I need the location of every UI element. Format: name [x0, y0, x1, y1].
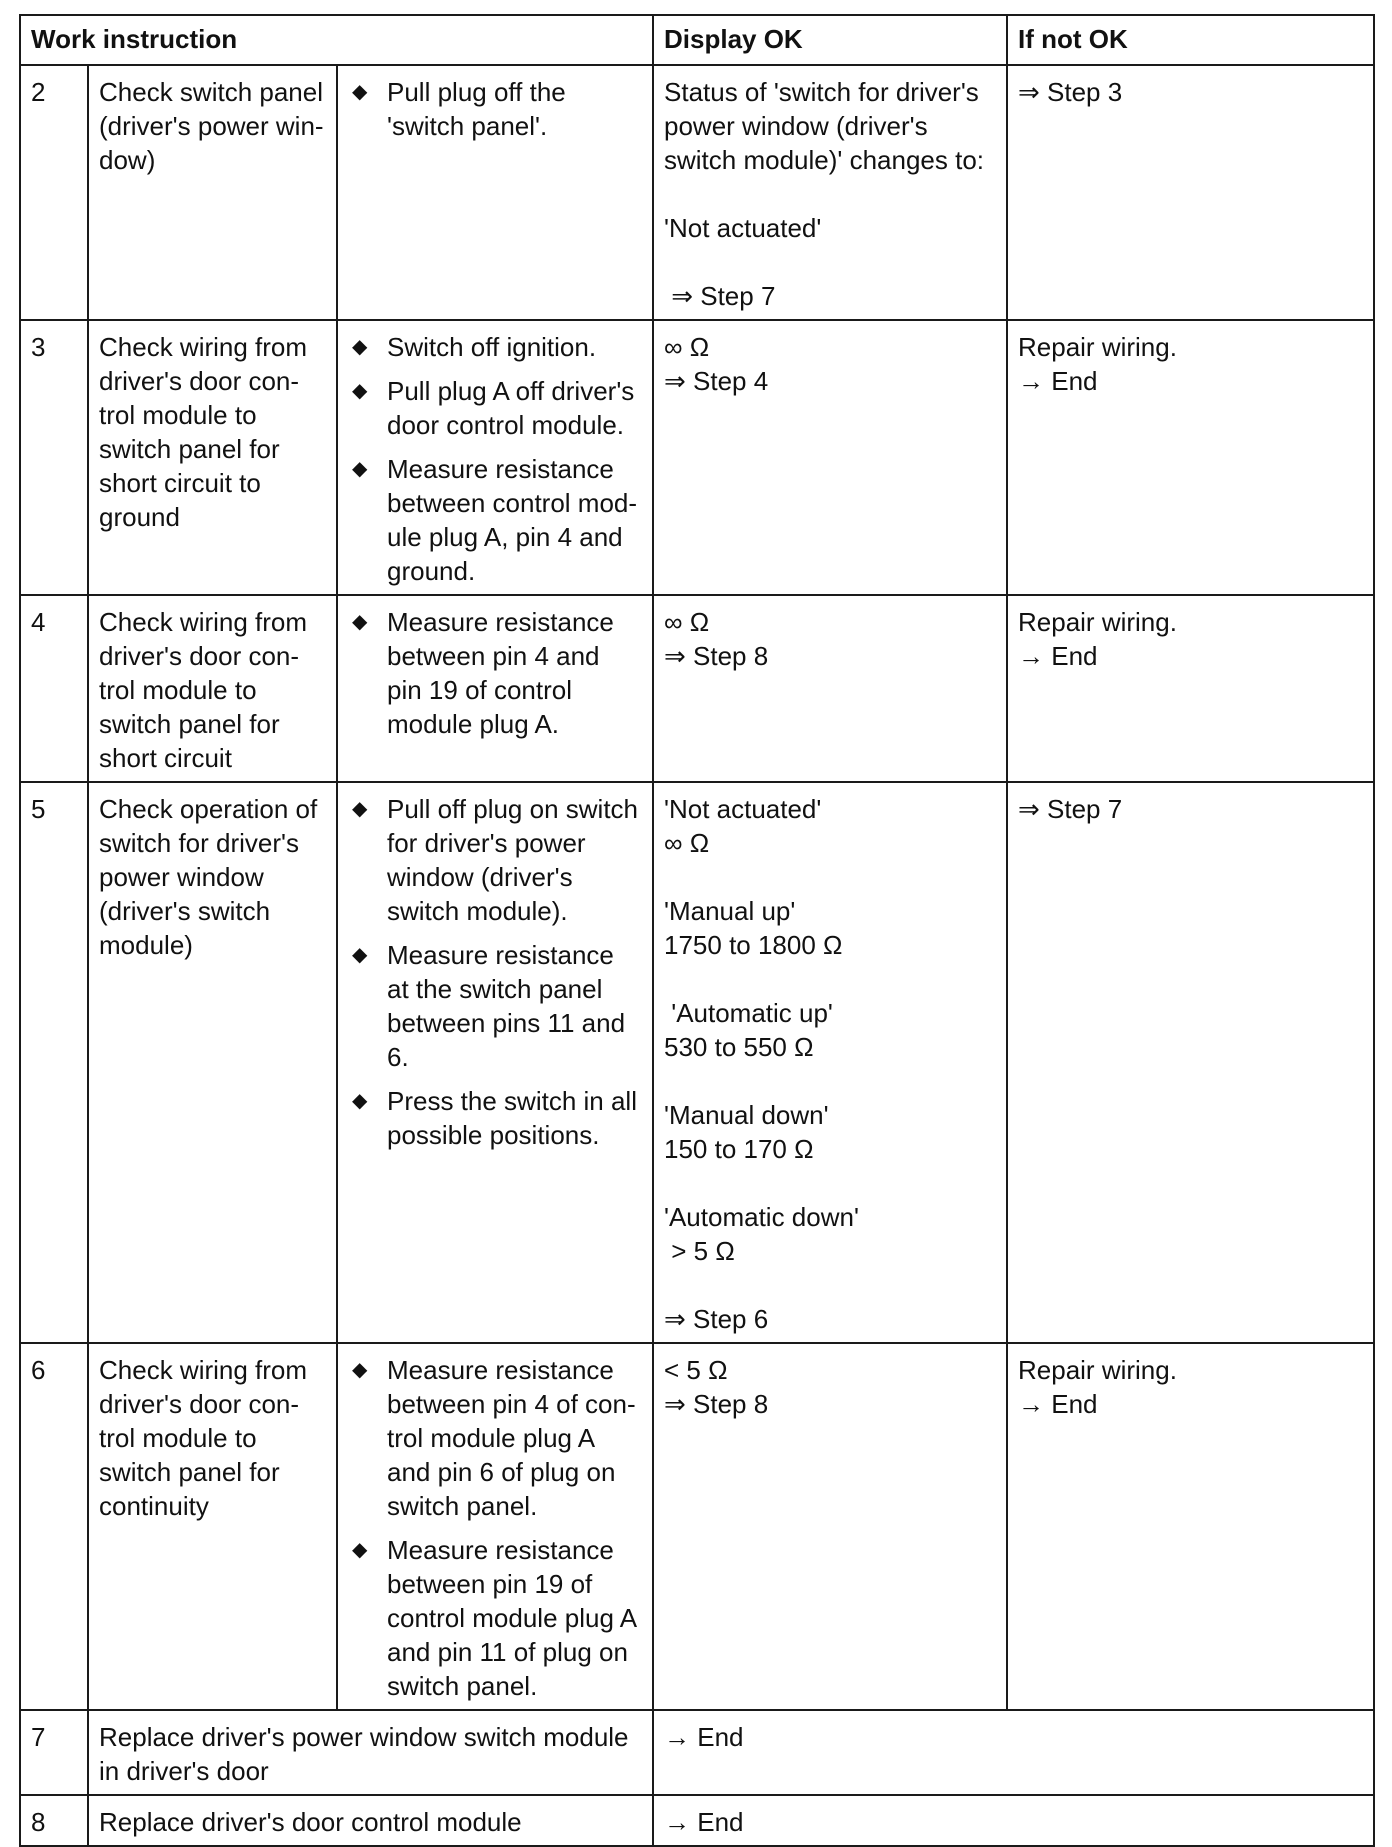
- instruction-text-line: and pin 11 of plug on: [387, 1637, 628, 1667]
- instruction-text-line: between pins 11 and: [387, 1008, 626, 1038]
- display-ok-line: 'Not actuated': [664, 794, 822, 824]
- final-instruction-line: Replace driver's power window switch module: [99, 1722, 629, 1752]
- instruction-text-line: ule plug A, pin 4 and: [387, 522, 623, 552]
- if-not-ok-line: → End: [1018, 1389, 1098, 1419]
- check-text-line: Check switch panel: [99, 77, 323, 107]
- diamond-bullet-icon: ◆: [352, 1539, 368, 1561]
- if-not-ok-line: Repair wiring.: [1018, 1355, 1177, 1385]
- instruction-text-line: at the switch panel: [387, 974, 603, 1004]
- instruction-item: [348, 605, 642, 741]
- instruction-text-line: ground.: [387, 556, 476, 586]
- instruction-text-line: between pin 4 of con-: [387, 1389, 636, 1419]
- diamond-bullet-icon: ◆: [352, 611, 368, 633]
- instruction-text-line: 'switch panel'.: [387, 111, 548, 141]
- instruction-text-line: Measure resistance: [387, 454, 614, 484]
- instruction-text-line: between control mod-: [387, 488, 638, 518]
- instruction-text-line: Measure resistance: [387, 607, 614, 637]
- instruction-text-line: window (driver's: [387, 862, 573, 892]
- instruction-list: [348, 330, 642, 588]
- if-not-ok-line: → End: [1018, 366, 1098, 396]
- check-text-line: short circuit: [99, 743, 232, 773]
- check-text-line: switch panel for: [99, 434, 280, 464]
- display-ok-cell: [653, 1343, 1007, 1710]
- header-work-instruction: Work instruction: [20, 15, 653, 65]
- table-row: [20, 65, 1374, 320]
- work-instruction-table: [19, 14, 1375, 1847]
- display-ok-line: > 5 Ω: [664, 1236, 735, 1266]
- diamond-bullet-icon: ◆: [352, 380, 368, 402]
- instruction-text-line: Measure resistance: [387, 1535, 614, 1565]
- instruction-text-line: trol module plug A: [387, 1423, 596, 1453]
- display-ok-line: switch module)' changes to:: [664, 145, 985, 175]
- instruction-text-line: for driver's power: [387, 828, 586, 858]
- check-text-line: continuity: [99, 1491, 209, 1521]
- final-instruction: [88, 1710, 653, 1795]
- instruction-list: [348, 75, 642, 143]
- instruction-item: [348, 792, 642, 928]
- step-number: 7: [20, 1710, 88, 1795]
- header-if-not-ok: If not OK: [1007, 15, 1374, 65]
- check-text-line: module): [99, 930, 193, 960]
- instruction-text-line: switch panel.: [387, 1671, 538, 1701]
- check-text-line: trol module to: [99, 400, 257, 430]
- if-not-ok-cell: [1007, 320, 1374, 595]
- instruction-text-line: control module plug A: [387, 1603, 638, 1633]
- display-ok-line: power window (driver's: [664, 111, 928, 141]
- final-result: → End: [653, 1795, 1374, 1846]
- check-text-line: driver's door con-: [99, 641, 300, 671]
- display-ok-line: 'Manual down': [664, 1100, 829, 1130]
- display-ok-line: 150 to 170 Ω: [664, 1134, 814, 1164]
- instruction-text-line: and pin 6 of plug on: [387, 1457, 616, 1487]
- diamond-bullet-icon: ◆: [352, 458, 368, 480]
- instruction-text-line: between pin 19 of: [387, 1569, 593, 1599]
- check-text-line: switch panel for: [99, 709, 280, 739]
- if-not-ok-line: Repair wiring.: [1018, 332, 1177, 362]
- check-text-line: ground: [99, 502, 180, 532]
- display-ok-line: ∞ Ω: [664, 607, 710, 637]
- instruction-text-line: Press the switch in all: [387, 1086, 637, 1116]
- diamond-bullet-icon: ◆: [352, 1359, 368, 1381]
- if-not-ok-line: ⇒ Step 3: [1018, 77, 1123, 107]
- instructions-cell: [337, 320, 653, 595]
- table-row: [20, 1795, 1374, 1846]
- display-ok-line: 530 to 550 Ω: [664, 1032, 814, 1062]
- check-text-line: trol module to: [99, 675, 257, 705]
- check-text-line: (driver's switch: [99, 896, 271, 926]
- instruction-text-line: 6.: [387, 1042, 409, 1072]
- step-number: 5: [20, 782, 88, 1343]
- table-row: [20, 782, 1374, 1343]
- instruction-list: [348, 1353, 642, 1703]
- instruction-list: [348, 605, 642, 741]
- check-text-line: short circuit to: [99, 468, 261, 498]
- display-ok-line: 'Automatic down': [664, 1202, 859, 1232]
- check-text-line: Check operation of: [99, 794, 318, 824]
- instructions-cell: [337, 595, 653, 782]
- instruction-item: [348, 1353, 642, 1523]
- instruction-text-line: door control module.: [387, 410, 625, 440]
- diamond-bullet-icon: ◆: [352, 1090, 368, 1112]
- table-row: [20, 1710, 1374, 1795]
- instruction-text-line: possible positions.: [387, 1120, 600, 1150]
- step-number: 8: [20, 1795, 88, 1846]
- display-ok-cell: [653, 782, 1007, 1343]
- if-not-ok-line: Repair wiring.: [1018, 607, 1177, 637]
- display-ok-line: ∞ Ω: [664, 828, 710, 858]
- check-text-line: driver's door con-: [99, 1389, 300, 1419]
- step-number: 2: [20, 65, 88, 320]
- display-ok-line: ⇒ Step 7: [664, 281, 776, 311]
- step-number: 6: [20, 1343, 88, 1710]
- if-not-ok-line: ⇒ Step 7: [1018, 794, 1123, 824]
- check-text-line: trol module to: [99, 1423, 257, 1453]
- if-not-ok-cell: [1007, 1343, 1374, 1710]
- table-row: [20, 595, 1374, 782]
- display-ok-line: ⇒ Step 4: [664, 366, 769, 396]
- display-ok-cell: [653, 65, 1007, 320]
- check-text-line: switch panel for: [99, 1457, 280, 1487]
- step-number: 3: [20, 320, 88, 595]
- display-ok-line: ∞ Ω: [664, 332, 710, 362]
- check-description: [88, 1343, 337, 1710]
- instruction-text-line: pin 19 of control: [387, 675, 573, 705]
- check-text-line: dow): [99, 145, 156, 175]
- instructions-cell: [337, 1343, 653, 1710]
- display-ok-line: ⇒ Step 8: [664, 641, 769, 671]
- check-text-line: Check wiring from: [99, 607, 308, 637]
- header-display-ok: Display OK: [653, 15, 1007, 65]
- check-description: [88, 65, 337, 320]
- final-result: → End: [653, 1710, 1374, 1795]
- display-ok-cell: [653, 320, 1007, 595]
- table-row: [20, 320, 1374, 595]
- display-ok-line: < 5 Ω: [664, 1355, 728, 1385]
- instruction-text-line: between pin 4 and: [387, 641, 600, 671]
- check-text-line: Check wiring from: [99, 1355, 308, 1385]
- instruction-text-line: switch panel.: [387, 1491, 538, 1521]
- check-description: [88, 782, 337, 1343]
- check-text-line: (driver's power win-: [99, 111, 324, 141]
- instruction-text-line: module plug A.: [387, 709, 560, 739]
- table-header-row: [20, 15, 1374, 65]
- diamond-bullet-icon: ◆: [352, 336, 368, 358]
- check-text-line: switch for driver's: [99, 828, 300, 858]
- final-instruction-line: Replace driver's door control module: [99, 1807, 522, 1837]
- instruction-item: [348, 938, 642, 1074]
- instruction-text-line: Switch off ignition.: [387, 332, 597, 362]
- instruction-item: [348, 330, 642, 364]
- display-ok-line: 'Manual up': [664, 896, 796, 926]
- final-instruction: [88, 1795, 653, 1846]
- check-description: [88, 320, 337, 595]
- instruction-text-line: Pull plug A off driver's: [387, 376, 635, 406]
- display-ok-line: 'Not actuated': [664, 213, 822, 243]
- instruction-item: [348, 452, 642, 588]
- instruction-list: [348, 792, 642, 1152]
- display-ok-line: Status of 'switch for driver's: [664, 77, 979, 107]
- instruction-text-line: Pull off plug on switch: [387, 794, 638, 824]
- display-ok-line: 1750 to 1800 Ω: [664, 930, 843, 960]
- display-ok-line: 'Automatic up': [664, 998, 833, 1028]
- instructions-cell: [337, 65, 653, 320]
- check-description: [88, 595, 337, 782]
- table-row: [20, 1343, 1374, 1710]
- instruction-text-line: Measure resistance: [387, 940, 614, 970]
- if-not-ok-cell: [1007, 65, 1374, 320]
- if-not-ok-cell: [1007, 595, 1374, 782]
- if-not-ok-cell: [1007, 782, 1374, 1343]
- check-text-line: power window: [99, 862, 264, 892]
- instruction-item: [348, 1533, 642, 1703]
- display-ok-cell: [653, 595, 1007, 782]
- check-text-line: Check wiring from: [99, 332, 308, 362]
- instruction-item: [348, 75, 642, 143]
- instruction-text-line: switch module).: [387, 896, 568, 926]
- step-number: 4: [20, 595, 88, 782]
- diamond-bullet-icon: ◆: [352, 944, 368, 966]
- display-ok-line: ⇒ Step 8: [664, 1389, 769, 1419]
- instruction-item: [348, 374, 642, 442]
- if-not-ok-line: → End: [1018, 641, 1098, 671]
- display-ok-line: ⇒ Step 6: [664, 1304, 769, 1334]
- instructions-cell: [337, 782, 653, 1343]
- diamond-bullet-icon: ◆: [352, 81, 368, 103]
- diamond-bullet-icon: ◆: [352, 798, 368, 820]
- instruction-text-line: Measure resistance: [387, 1355, 614, 1385]
- final-instruction-line: in driver's door: [99, 1756, 269, 1786]
- instruction-item: [348, 1084, 642, 1152]
- check-text-line: driver's door con-: [99, 366, 300, 396]
- instruction-text-line: Pull plug off the: [387, 77, 566, 107]
